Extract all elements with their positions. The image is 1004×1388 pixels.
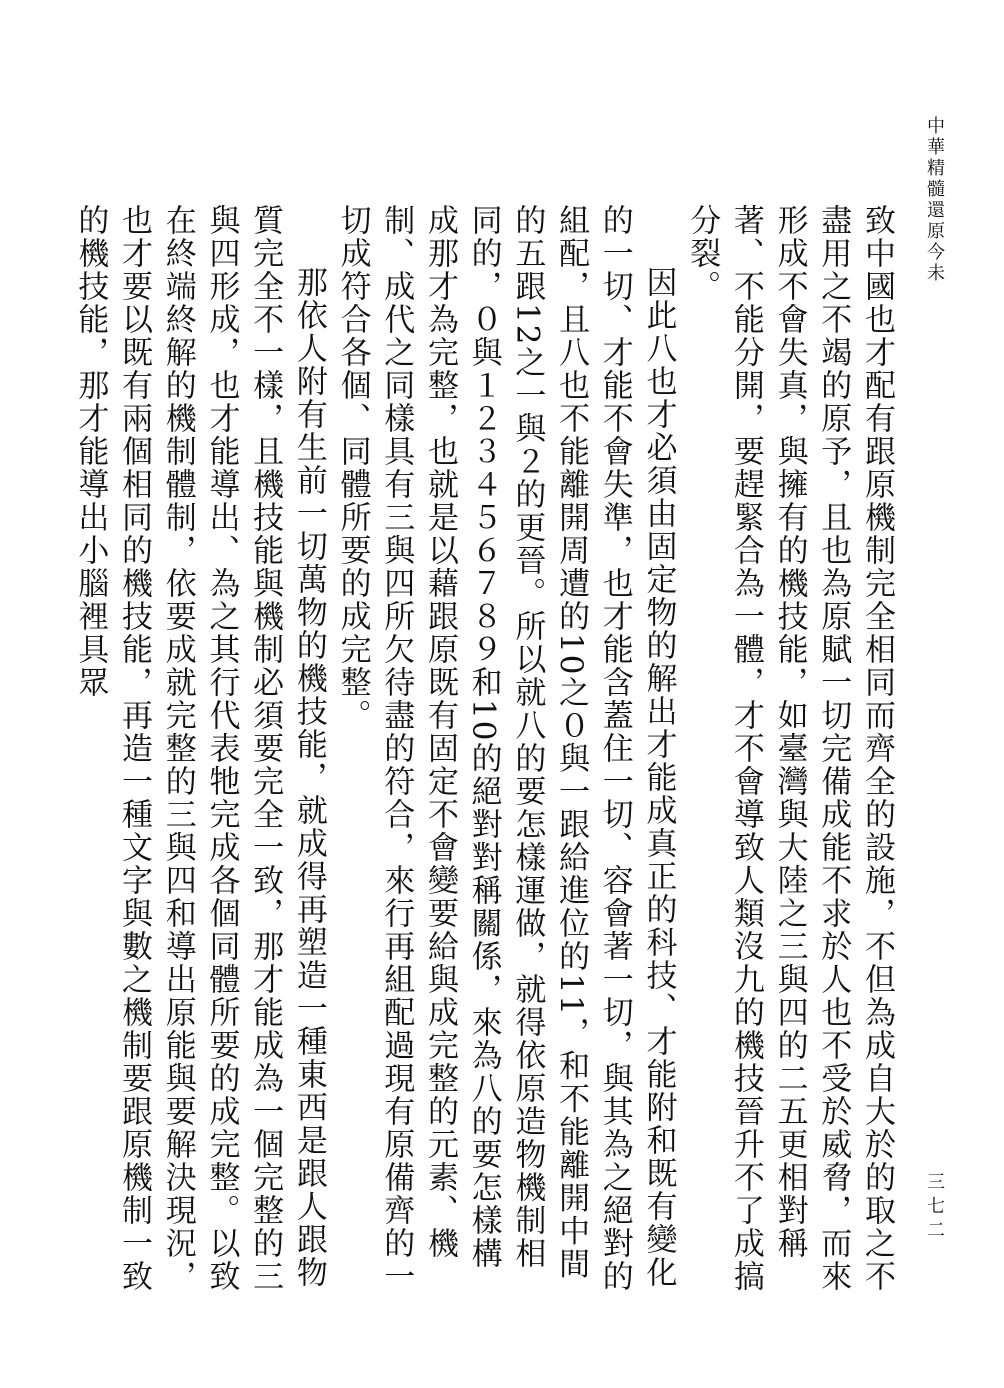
paragraph: 致中國也才配有跟原機制完全相同而齊全的設施，不但為成自大於的取之不盡用之不竭的原予，且也為原賦一切完備成能不求於人也不受於威脅，而來形成不會失真，與擁有的機技能，如臺灣與大陸之三與四的二五更相對稱著、不能分開，要趕緊合為一體，才不會導致人類沒九的機技晉升不了成搞分裂。 [684, 204, 895, 1293]
paragraph: 因此八也才必須由固定物的解出才能成真正的科技、才能附和既有變化的一切、才能不會失準，也才能含蓋住一切、容會著一切，與其為之絕對的組配，且八也不能離開周遭的10之０與一跟給進位的11，和不能離開中間的五跟12之一與２的更晉。所以就八的要怎樣運做，就得依原造物機制相同的，０與１２３４５６７８９和10的絕對對稱關係，來為八的要怎樣構成那才為完整，也就是以藉跟原既有固定不會變要給與成完整的元素、機制、成代之同樣具有三與四所欠待盡的符合，來行再組配過現有原備齊的一切成符合各個、同體所要的成完整。 [334, 204, 677, 1293]
running-head: 中華精髓還原今未 [924, 116, 945, 284]
body-text [72, 204, 898, 1296]
paragraph: 那依人附有生前一切萬物的機技能，就成得再塑造一種東西是跟人跟物質完全不一樣，且機技能與機制必須要完全一致，那才能成為一個完整的三與四形成，也才能導出、為之其行代表牠完成各個同體所要的成完整。以致在終端終解的機制體制，依要成就完整的三與四和導出原能與要解決現況，也才要以既有兩個相同的機技能，再造一種文字與數之機制要跟原機制一致的機技能，那才能導出小腦裡具眾 [72, 204, 327, 1293]
page-number: 三七二 [924, 1172, 945, 1244]
